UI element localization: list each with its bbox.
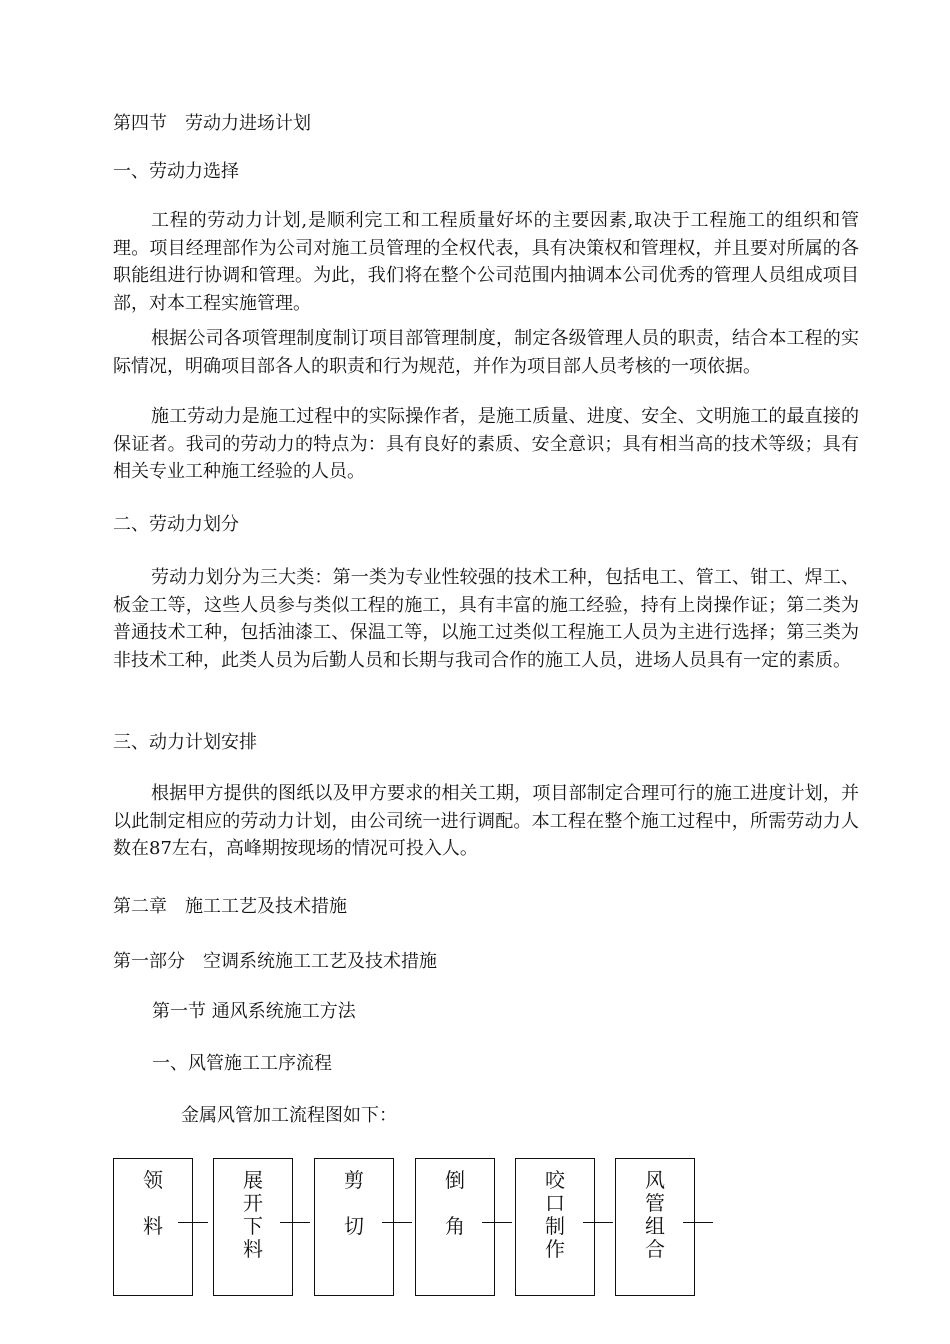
flow-step-char: 下	[243, 1214, 263, 1238]
flow-connector	[178, 1222, 208, 1223]
flow-step-char: 料	[143, 1214, 163, 1238]
flow-step-char: 料	[243, 1237, 263, 1261]
part-title: 第一部分 空调系统施工工艺及技术措施	[113, 951, 437, 972]
subsection-title: 第一节 通风系统施工方法	[152, 1001, 356, 1022]
flow-step-char: 倒	[445, 1168, 465, 1192]
flow-step-char: 合	[645, 1237, 665, 1261]
flow-intro: 金属风管加工流程图如下：	[181, 1105, 397, 1126]
flow-step-char: 剪	[344, 1168, 364, 1192]
chapter-title: 第二章 施工工艺及技术措施	[113, 896, 347, 917]
flow-connector	[583, 1222, 613, 1223]
flow-step-5	[515, 1158, 595, 1296]
paragraph-labor-categories: 劳动力划分为三大类：第一类为专业性较强的技术工种，包括电工、管工、钳工、焊工、板金工等，这些人员参与类似工程的施工，具有丰富的施工经验，持有上岗操作证；第二类为普通技术工种，包括油漆工、保温工等，以施工过类似工程施工人员为主进行选择；第三类为非技术工种，此类人员为后勤人员和长期与我司合作的施工人员，进场人员具有一定的素质。	[113, 567, 859, 671]
flow-step-char	[416, 1192, 494, 1215]
flow-connector	[482, 1222, 512, 1223]
flow-step-char	[114, 1192, 192, 1215]
flow-connector	[280, 1222, 310, 1223]
flow-step-2	[213, 1158, 293, 1296]
flow-step-char: 风	[645, 1168, 665, 1192]
flow-step-1	[113, 1158, 193, 1296]
heading-labor-division: 二、劳动力划分	[113, 514, 239, 535]
flow-step-char: 切	[344, 1214, 364, 1238]
heading-labor-schedule: 三、动力计划安排	[113, 732, 257, 753]
flow-connector	[382, 1222, 412, 1223]
flow-step-char: 作	[545, 1237, 565, 1261]
paragraph-labor-characteristics: 施工劳动力是施工过程中的实际操作者，是施工质量、进度、安全、文明施工的最直接的保证者。我司的劳动力的特点为：具有良好的素质、安全意识；具有相当高的技术等级；具有相关专业工种施工经验的人员。	[113, 406, 859, 482]
flow-step-char: 口	[545, 1191, 565, 1215]
flow-step-char	[315, 1192, 393, 1215]
flow-step-char: 开	[243, 1191, 263, 1215]
paragraph-labor-schedule: 根据甲方提供的图纸以及甲方要求的相关工期，项目部制定合理可行的施工进度计划，并以此制定相应的劳动力计划，由公司统一进行调配。本工程在整个施工过程中，所需劳动力人数在87左右，高峰期按现场的情况可投入人。	[113, 783, 859, 859]
section-title: 第四节 劳动力进场计划	[113, 113, 311, 134]
flow-step-char: 角	[445, 1214, 465, 1238]
flow-step-char: 咬	[545, 1168, 565, 1192]
flow-step-char: 管	[645, 1191, 665, 1215]
flow-step-3	[314, 1158, 394, 1296]
flow-step-char: 制	[545, 1214, 565, 1238]
flow-step-6	[615, 1158, 695, 1296]
flow-step-char: 领	[143, 1168, 163, 1192]
paragraph-labor-plan: 工程的劳动力计划,是顺利完工和工程质量好坏的主要因素,取决于工程施工的组织和管理。项目经理部作为公司对施工员管理的全权代表，具有决策权和管理权，并且要对所属的各职能组进行协调和管理。为此，我们将在整个公司范围内抽调本公司优秀的管理人员组成项目部，对本工程实施管理。	[113, 210, 859, 314]
subsection-heading: 一、风管施工工序流程	[152, 1053, 332, 1074]
flow-step-char: 组	[645, 1214, 665, 1238]
flow-step-char: 展	[243, 1168, 263, 1192]
flow-step-4	[415, 1158, 495, 1296]
paragraph-management-system: 根据公司各项管理制度制订项目部管理制度，制定各级管理人员的职责，结合本工程的实际情况，明确项目部各人的职责和行为规范，并作为项目部人员考核的一项依据。	[113, 328, 859, 377]
flow-connector	[683, 1222, 713, 1223]
heading-labor-selection: 一、劳动力选择	[113, 161, 239, 182]
